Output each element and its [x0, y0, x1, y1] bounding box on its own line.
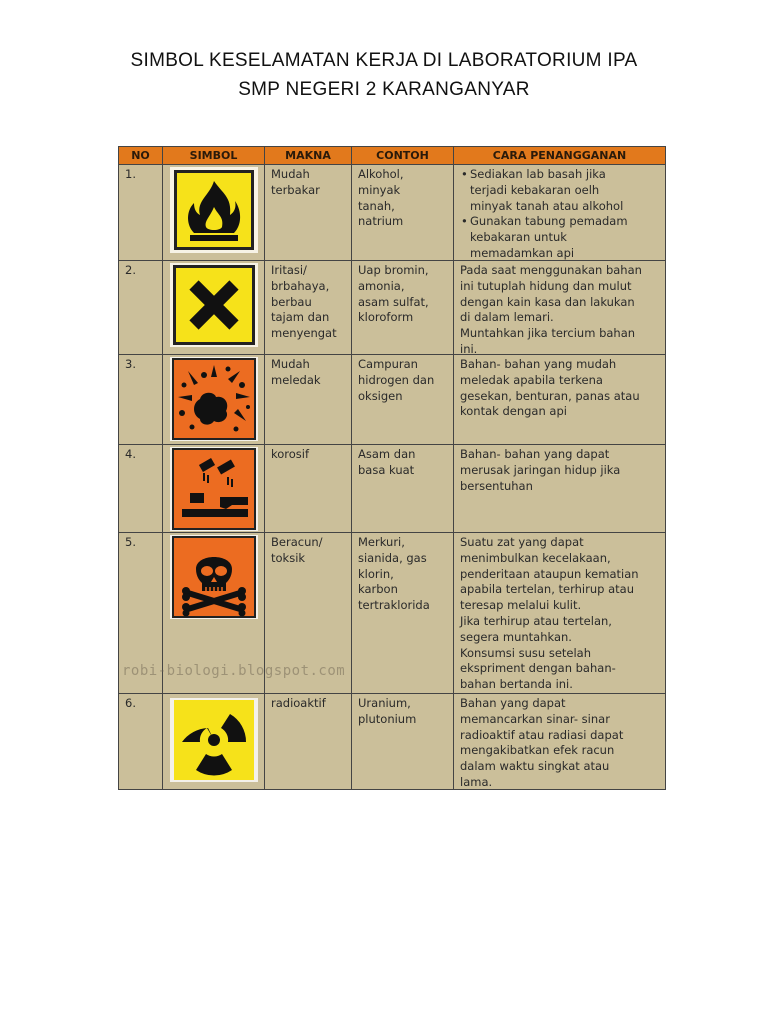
corrosive-icon	[170, 447, 258, 531]
makna-cell	[264, 165, 351, 260]
makna-line: tajam dan	[271, 310, 330, 325]
cara-line: terjadi kebakaran oelh	[470, 182, 600, 197]
row-number: 2.	[125, 263, 136, 277]
makna-line: berbau	[271, 294, 312, 309]
symbol-cell	[162, 694, 264, 789]
cara-bullet-list	[460, 167, 660, 262]
cara-line: • Sediakan lab basah jika	[470, 167, 606, 181]
makna-line: Iritasi/	[271, 263, 307, 277]
table-row	[119, 444, 665, 532]
contoh-line: sianida, gas	[358, 550, 427, 565]
cara-cell	[453, 261, 665, 354]
cara-cell	[453, 165, 665, 260]
cara-line: segera muntahkan.	[460, 629, 572, 644]
cara-line: menimbulkan kecelakaan,	[460, 550, 611, 565]
makna-cell	[264, 694, 351, 789]
explosive-icon	[170, 357, 258, 441]
contoh-line: minyak	[358, 182, 401, 197]
contoh-line: Campuran	[358, 357, 418, 371]
contoh-line: Uap bromin,	[358, 263, 429, 277]
cara-line: ini.	[460, 341, 478, 356]
contoh-line: asam sulfat,	[358, 294, 429, 309]
cara-bullet	[470, 167, 660, 214]
cara-line: radioaktif atau radiasi dapat	[460, 727, 624, 742]
cara-cell	[453, 355, 665, 444]
makna-cell	[264, 261, 351, 354]
cara-cell	[453, 533, 665, 693]
cara-line: Bahan- bahan yang dapat	[460, 447, 610, 461]
contoh-cell	[351, 355, 453, 444]
cara-line: Pada saat menggunakan bahan	[460, 263, 642, 277]
contoh-line: kloroform	[358, 310, 414, 325]
table-row	[119, 164, 665, 260]
cara-bullet	[470, 214, 660, 261]
cara-line: penderitaan ataupun kematian	[460, 566, 639, 581]
radioactive-icon	[170, 698, 258, 782]
makna-line: Beracun/	[271, 535, 323, 549]
contoh-line: karbon	[358, 582, 398, 597]
cara-line: Bahan- bahan yang mudah	[460, 357, 617, 371]
contoh-line: Uranium,	[358, 696, 411, 710]
contoh-line: Alkohol,	[358, 167, 404, 181]
cara-line: mengakibatkan efek racun	[460, 743, 615, 758]
cara-cell	[453, 694, 665, 789]
watermark: robi-biologi.blogspot.com	[122, 663, 346, 679]
cara-line: Suatu zat yang dapat	[460, 535, 584, 549]
contoh-line: oksigen	[358, 388, 403, 403]
makna-line: korosif	[271, 447, 310, 461]
cara-cell	[453, 445, 665, 532]
irritant-icon	[170, 263, 258, 347]
cara-line: memancarkan sinar- sinar	[460, 711, 610, 726]
table-row	[119, 260, 665, 354]
contoh-cell	[351, 694, 453, 789]
contoh-line: basa kuat	[358, 462, 415, 477]
cara-line: di dalam lemari.	[460, 310, 554, 325]
header-makna: MAKNA	[264, 147, 351, 164]
header-cara: CARA PENANGGANAN	[453, 147, 665, 164]
toxic-skull-icon	[170, 535, 258, 619]
header-simbol: SIMBOL	[162, 147, 264, 164]
contoh-cell	[351, 165, 453, 260]
makna-line: Mudah	[271, 357, 310, 371]
cara-line: ekspriment dengan bahan-	[460, 661, 616, 676]
cara-line: bahan bertanda ini.	[460, 677, 573, 692]
cara-line: • Gunakan tabung pemadam	[470, 214, 628, 229]
contoh-line: tertraklorida	[358, 598, 430, 613]
contoh-line: plutonium	[358, 711, 417, 726]
contoh-line: Merkuri,	[358, 535, 405, 549]
cara-line: gesekan, benturan, panas atau	[460, 388, 640, 403]
symbol-cell	[162, 445, 264, 532]
makna-line: meledak	[271, 372, 321, 387]
makna-line: terbakar	[271, 182, 320, 197]
cara-line: ini tutuplah hidung dan mulut	[460, 278, 632, 293]
table-row	[119, 693, 665, 789]
cara-line: lama.	[460, 774, 493, 789]
page-title: SIMBOL KESELAMATAN KERJA DI LABORATORIUM IPA	[130, 50, 638, 71]
row-number: 3.	[125, 357, 136, 371]
makna-line: toksik	[271, 550, 306, 565]
row-number: 1.	[125, 167, 136, 181]
contoh-line: amonia,	[358, 278, 405, 293]
contoh-cell	[351, 533, 453, 693]
header-contoh: CONTOH	[351, 147, 453, 164]
flammable-icon	[170, 167, 258, 253]
row-number: 4.	[125, 447, 136, 461]
symbol-cell	[162, 261, 264, 354]
symbol-cell	[162, 165, 264, 260]
cara-line: minyak tanah atau alkohol	[470, 198, 624, 213]
makna-line: menyengat	[271, 326, 337, 341]
cara-line: Konsumsi susu setelah	[460, 645, 592, 660]
cara-line: Jika terhirup atau tertelan,	[460, 613, 612, 628]
safety-symbols-table	[118, 146, 666, 790]
makna-line: brbahaya,	[271, 278, 330, 293]
contoh-line: Asam dan	[358, 447, 416, 461]
cara-line: kebakaran untuk	[470, 230, 567, 245]
cara-line: dengan kain kasa dan lakukan	[460, 294, 635, 309]
cara-line: merusak jaringan hidup jika	[460, 462, 621, 477]
cara-line: bersentuhan	[460, 478, 533, 493]
page-subtitle: SMP NEGERI 2 KARANGANYAR	[238, 79, 530, 100]
cara-line: memadamkan api	[470, 245, 575, 260]
cara-line: teresap melalui kulit.	[460, 598, 582, 613]
contoh-cell	[351, 261, 453, 354]
makna-cell	[264, 445, 351, 532]
contoh-line: tanah,	[358, 198, 395, 213]
cara-line: dalam waktu singkat atau	[460, 759, 610, 774]
symbol-cell	[162, 355, 264, 444]
table-header-row	[119, 147, 665, 164]
cara-line: Bahan yang dapat	[460, 696, 566, 710]
contoh-cell	[351, 445, 453, 532]
row-number: 6.	[125, 696, 136, 710]
header-no: NO	[131, 149, 150, 162]
contoh-line: hidrogen dan	[358, 372, 435, 387]
makna-line: radioaktif	[271, 696, 326, 710]
cara-line: meledak apabila terkena	[460, 372, 603, 387]
cara-line: apabila tertelan, terhirup atau	[460, 582, 634, 597]
cara-line: Muntahkan jika tercium bahan	[460, 326, 636, 341]
makna-line: Mudah	[271, 167, 310, 181]
contoh-line: klorin,	[358, 566, 394, 581]
contoh-line: natrium	[358, 214, 404, 229]
table-row	[119, 354, 665, 444]
row-number: 5.	[125, 535, 136, 549]
cara-line: kontak dengan api	[460, 404, 567, 419]
makna-cell	[264, 355, 351, 444]
